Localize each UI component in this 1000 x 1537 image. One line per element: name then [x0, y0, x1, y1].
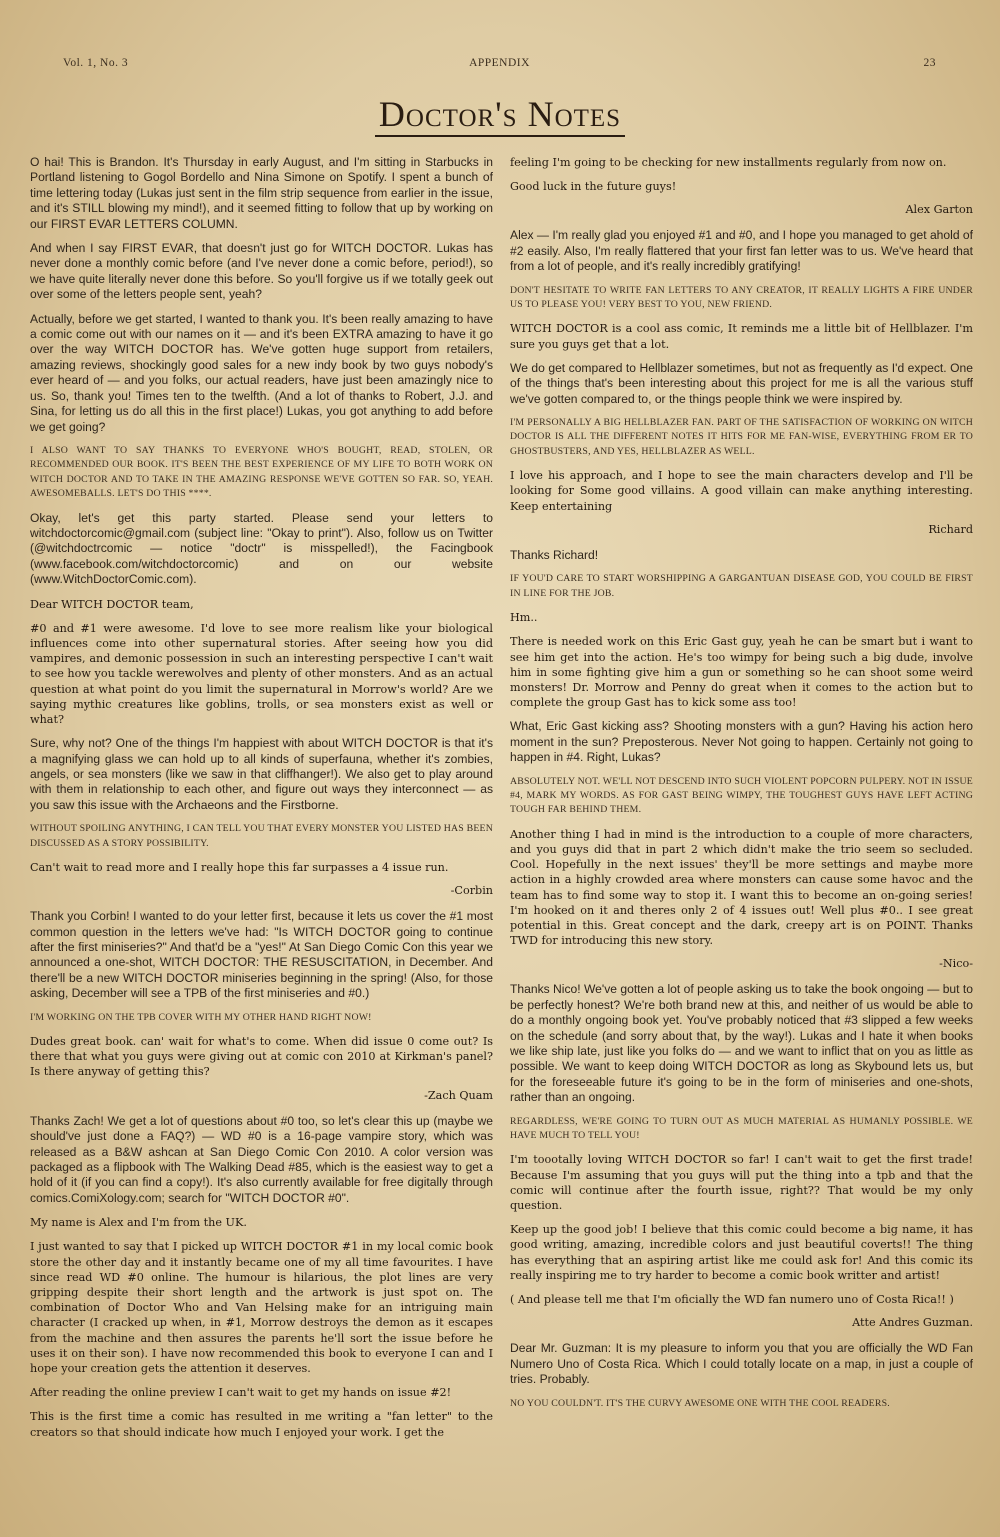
reader-letter: I just wanted to say that I picked up WITCH DOCTOR #1 in my local comic book store the other day and it instantly became one of my all time favourites. I have since read WD #0 online. The humour is hilarious, the plot lines are very gripping despite their short length and the artwork is just spot on. The combination of Doctor Who and Van Helsing make for an intriguing main character (I cracked up when, in #1, Morrow destroys the demon as it escapes from the machine and then assures the parents he'll sort the issue before he uses it on their son). I have now recommended this book to everyone I can and I hope your creation gets the attention it deserves. — [30, 1240, 493, 1375]
reader-letter: Can't wait to read more and I really hope this far surpasses a 4 issue run. — [30, 861, 449, 875]
reader-letter: WITCH DOCTOR is a cool ass comic, It reminds me a little bit of Hellblazer. I'm sure you guys get that a lot. — [510, 322, 973, 351]
page-number: 23 — [923, 57, 936, 69]
editor-reply: Sure, why not? One of the things I'm happiest with about WITCH DOCTOR is that it's a magnifying glass we can hold up to all kinds of superfauna, whether it's zombies, angels, or sea monsters (like we saw in that cliffhanger!). We also get to play around with them in relationship to each other, and figure out ways they interconnect — as you saw this issue with the Archaeons and the Firstborne. — [30, 736, 493, 812]
editor-reply: And when I say FIRST EVAR, that doesn't just go for WITCH DOCTOR. Lukas has never done a monthly comic before (and I've never done a comic before, period!), so we have quite literally never done this before. So you'll forgive us if we totally geek out over some of the letters people sent, yeah? — [30, 241, 493, 302]
reader-letter: feeling I'm going to be checking for new installments regularly from now on. — [510, 156, 947, 169]
editor-reply: Dear Mr. Guzman: It is my pleasure to inform you that you are officially the WD Fan Numero Uno of Costa Rica. Which I could totally locate on a map, in just a couple of tries. Probably. — [510, 1341, 973, 1387]
reader-letter: My name is Alex and I'm from the UK. — [30, 1216, 247, 1230]
reader-letter: Another thing I had in mind is the introduction to a couple of more characters, and you guys did that in part 2 which didn't make the trio seem so secluded. Cool. Hopefully in the next issues' they'll be more settings and maybe more action in a highly crowded area where monsters can cause some havoc and the team has to find some way to stop it. I want this to become an on-going series! I'm hooked on it and theres only 2 of 4 issues out! Well plus #0.. I see great potential in this. Great concept and the dark, creepy art is on POINT. Thanks TWD for introducing this new story. — [510, 827, 973, 948]
editor-reply: Okay, let's get this party started. Please send your letters to witchdoctorcomic@gmail.com (subject line: "Okay to print"). Also, follow us on Twitter (@witchdoctrcomic — notice "doctr" is misspelled!), the Facingbook (www.facebook.com/witchdoctorcomic) and on our website (www.WitchDoctorComic.com). — [30, 510, 493, 587]
artist-aside: ABSOLUTELY NOT. WE'LL NOT DESCEND INTO SUCH VIOLENT POPCORN PULPERY. NOT IN ISSUE #4, MARK MY WORDS. AS FOR GAST BEING WIMPY, THE TOUGHEST GUYS HAVE LEFT ACTING TOUGH FAR BEHIND THEM. — [510, 775, 973, 816]
reader-letter: I'm toootally loving WITCH DOCTOR so far! I can't wait to get the first trade! Because I'm assuming that you guys will put the thing into a tpb and that the comic will continue after the fourth issue, right?? That would be my only question. — [510, 1153, 973, 1213]
reader-letter: I love his approach, and I hope to see the main characters develop and I'll be looking for Some good villains. A good villain can make anything interesting. Keep entertaining — [510, 469, 973, 513]
left-column — [30, 155, 493, 1449]
reader-letter: ( And please tell me that I'm oficially the WD fan numero uno of Costa Rica!! ) — [510, 1293, 954, 1307]
reader-letter: Hm.. — [510, 611, 538, 625]
artist-aside: DON'T HESITATE TO WRITE FAN LETTERS TO ANY CREATOR, IT REALLY LIGHTS A FIRE UNDER US TO PLEASE YOU! VERY BEST TO YOU, NEW FRIEND. — [510, 284, 973, 311]
reader-letter: Good luck in the future guys! — [510, 180, 677, 194]
reader-letter: #0 and #1 were awesome. I'd love to see more realism like your biological influences come into other supernatural stories. After seeing how you did vampires, and demonic possession in such an interesting perspective I can't wait to see how you tackle werewolves and plenty of other monsters. And as an actual question at what point do you limit the supernatural in Morrow's world? Are we saying mythic creatures like goblins, trolls, or sea monsters exist as well or what? — [30, 621, 493, 726]
artist-aside: I'M PERSONALLY A BIG HELLBLAZER FAN. PART OF THE SATISFACTION OF WORKING ON WITCH DOCTOR IS ALL THE DIFFERENT NOTES IT HITS FOR ME FAN-WISE, EVERYTHING FROM ER TO GHOSTBUSTERS, AND YES, HELLBLAZER AS WELL. — [510, 417, 973, 457]
reader-letter: Keep up the good job! I believe that this comic could become a big name, it has good writing, amazing, incredible colors and just beautiful coverts!! The thing has everything that an aspiring artist like me could ask for! And this comic its really inspiring me to try harder to become a comic book writter and artist! — [510, 1223, 973, 1282]
reader-letter: There is needed work on this Eric Gast guy, yeah he can be smart but i want to see him get into the action. He's too wimpy for being such a big dude, involve him in some fighting give him a gun or something so he can shoot some weird monsters! Dr. Morrow and Penny do great when it comes to the action but to complete the group Gast has to kick some ass too! — [510, 635, 973, 710]
letter-signature: Alex Garton — [905, 203, 973, 217]
volume-issue: Vol. 1, No. 3 — [63, 57, 129, 69]
right-column — [510, 155, 973, 1420]
letter-signature: -Nico- — [939, 957, 973, 971]
artist-aside: REGARDLESS, WE'RE GOING TO TURN OUT AS MUCH MATERIAL AS HUMANLY POSSIBLE. WE HAVE MUCH TO TELL YOU! — [510, 1115, 973, 1142]
editor-reply: Thanks Zach! We get a lot of questions about #0 too, so let's clear this up (maybe we should've just done a FAQ?) — WD #0 is a 16-page vampire story, which was released as a B&W ashcan at San Diego Comic Con 2010. A color version was packaged as a flipbook with The Walking Dead #85, which is the easiest way to get a hold of it (if you can find a copy!). It's also currently available for free digitally through comics.ComiXology.com; search for "WITCH DOCTOR #0". — [30, 1113, 493, 1205]
artist-aside: WITHOUT SPOILING ANYTHING, I CAN TELL YOU THAT EVERY MONSTER YOU LISTED HAS BEEN DISCUSSED AS A STORY POSSIBILITY. — [30, 823, 493, 849]
artist-aside: NO YOU COULDN'T. IT'S THE CURVY AWESOME ONE WITH THE COOL READERS. — [510, 1397, 890, 1409]
letter-signature: -Zach Quam — [424, 1088, 493, 1102]
editor-reply: O hai! This is Brandon. It's Thursday in early August, and I'm sitting in Starbucks in Portland listening to Gogol Bordello and Nina Simone on Spotify. I spent a bunch of time lettering today (Lukas just sent in the film strip sequence from earlier in the issue, and it's STILL blowing my mind!), and it seemed fitting to follow that up by working on our FIRST EVAR LETTERS COLUMN. — [30, 155, 493, 231]
editor-reply: We do get compared to Hellblazer sometimes, but not as frequently as I'd expect. One of the things that's been interesting about this project for me is all the various stuff we've gotten compared to, or the things people think we were inspired by. — [510, 360, 973, 406]
reader-letter: After reading the online preview I can't wait to get my hands on issue #2! — [30, 1386, 452, 1400]
letter-signature: -Corbin — [450, 884, 493, 898]
reader-letter: Dudes great book. can' wait for what's to come. When did issue 0 come out? Is there that what you guys were giving out at comic con 2010 at Kirkman's panel? Is there anyway of getting this? — [30, 1035, 493, 1079]
artist-aside: IF YOU'D CARE TO START WORSHIPPING A GARGANTUAN DISEASE GOD, YOU COULD BE FIRST IN LINE FOR THE JOB. — [510, 573, 973, 599]
artist-aside: I'M WORKING ON THE TPB COVER WITH MY OTHER HAND RIGHT NOW! — [30, 1011, 372, 1023]
page-title: Doctor's Notes — [0, 93, 1000, 135]
reader-letter: This is the first time a comic has resulted in me writing a "fan letter" to the creators so that should indicate how much I enjoyed your work. I get the — [30, 1410, 493, 1439]
editor-reply: Alex — I'm really glad you enjoyed #1 and #0, and I hope you managed to get ahold of #2 easily. Also, I'm really flattered that your first fan letter was to us. We've heard that from a lot of people, and it's really incredibly gratifying! — [510, 228, 973, 274]
reader-letter: Dear WITCH DOCTOR team, — [30, 597, 194, 611]
editor-reply: Thank you Corbin! I wanted to do your letter first, because it lets us cover the #1 most common question in the letters we've had: "Is WITCH DOCTOR going to continue after the first miniseries?" And that'd be a "yes!" At San Diego Comic Con this year we announced a one-shot, WITCH DOCTOR: THE RESUSCITATION, in December. And there'll be a new WITCH DOCTOR miniseries beginning in the spring! (Also, for those asking, December will see a TPB of the first miniseries and #0.) — [30, 909, 493, 1001]
artist-aside: I ALSO WANT TO SAY THANKS TO EVERYONE WHO'S BOUGHT, READ, STOLEN, OR RECOMMENDED OUR BOOK. IT'S BEEN THE BEST EXPERIENCE OF MY LIFE TO BOTH WORK ON WITCH DOCTOR AND TO TAKE IN THE AMAZING RESPONSE WE'VE GOTTEN SO FAR. SO, YEAH. AWESOMEBALLS. LET'S DO THIS ****. — [30, 444, 493, 500]
letter-signature: Atte Andres Guzman. — [852, 1316, 973, 1330]
letter-signature: Richard — [928, 522, 973, 536]
editor-reply: Thanks Nico! We've gotten a lot of people asking us to take the book ongoing — but to be perfectly honest? We're both brand new at this, and neither of us would be able to do a monthly ongoing book yet. You've probably noticed that #3 slipped a few weeks on the schedule (and sorry about that, by the way!). Lukas and I hate it when books we like ship late, just like you folks do — and we want to inflict that on you as little as possible. We want to keep doing WITCH DOCTOR as long as Skybound lets us, but for the foreseeable future it's going to be in the form of miniseries and one-shots, rather than an ongoing. — [510, 982, 973, 1105]
editor-reply: Actually, before we get started, I wanted to thank you. It's been really amazing to have a comic come out with our names on it — and it's been EXTRA amazing to have it go over the way WITCH DOCTOR has. We've gotten huge support from retailers, amazing reviews, shockingly good sales for a new indy book by two guys nobody's ever heard of — and you folks, our actual readers, have just been amazingly nice to us. So, thank you! Times ten to the twelfth. (And a lot of thanks to Robert, J.J. and Sina, for letting us do all this in the first place!) Lukas, you got anything to add before we get going? — [30, 311, 493, 434]
editor-reply: What, Eric Gast kicking ass? Shooting monsters with a gun? Having his action hero moment in the sun? Preposterous. Never Not going to happen. Certainly not going to happen in #4. Right, Lukas? — [510, 719, 973, 765]
editor-reply: Thanks Richard! — [510, 547, 599, 562]
section-name: APPENDIX — [469, 57, 530, 69]
